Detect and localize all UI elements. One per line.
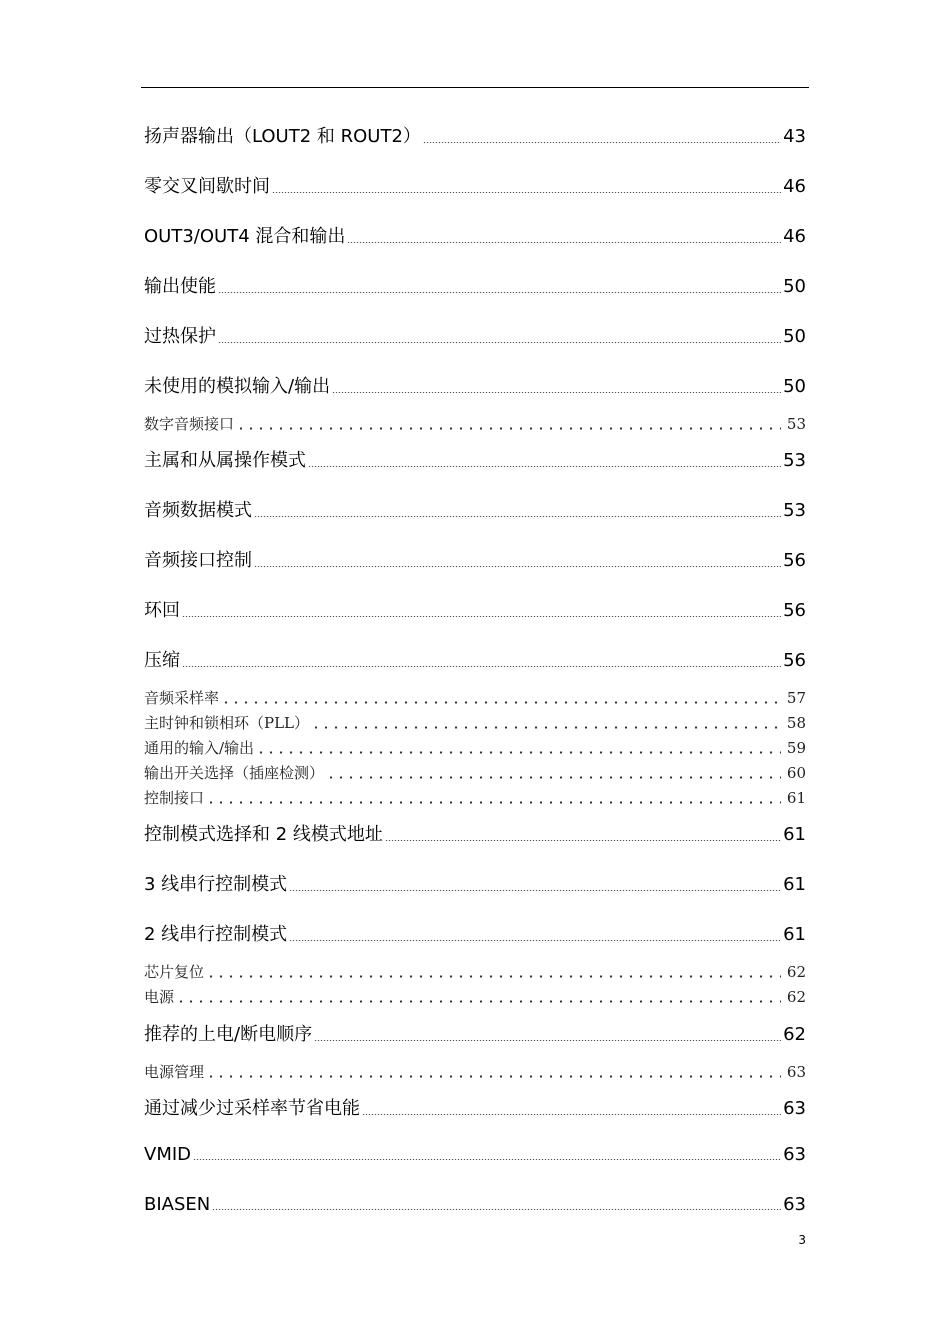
dot-leader — [176, 1000, 781, 1003]
dot-leader — [311, 726, 781, 729]
toc-entry[interactable] — [144, 372, 806, 398]
toc-entry[interactable] — [144, 222, 806, 248]
toc-entry[interactable] — [144, 1094, 806, 1120]
toc-entry[interactable] — [144, 496, 806, 522]
toc-entry-page: 53 — [783, 500, 806, 521]
toc-entry-page: 58 — [786, 714, 806, 732]
toc-entry-page: 61 — [783, 924, 806, 945]
dot-leader — [289, 890, 781, 892]
dot-leader — [347, 242, 781, 244]
toc-entry-label: 控制接口 — [144, 789, 205, 807]
toc-entry-page: 61 — [783, 824, 806, 845]
toc-entry-label: 主时钟和锁相环（PLL） — [144, 714, 310, 732]
toc-entry-label: 压缩 — [144, 650, 180, 671]
toc-entry[interactable] — [144, 172, 806, 198]
toc-entry-page: 56 — [783, 600, 806, 621]
toc-entry-label: 推荐的上电/断电顺序 — [144, 1024, 313, 1045]
toc-entry-page: 56 — [783, 650, 806, 671]
dot-leader — [272, 192, 781, 194]
dot-leader — [385, 840, 781, 842]
toc-entry[interactable] — [144, 322, 806, 348]
dot-leader — [218, 342, 781, 344]
dot-leader — [218, 292, 781, 294]
dot-leader — [256, 751, 781, 754]
toc-entry[interactable] — [144, 712, 806, 733]
toc-entry-label: 芯片复位 — [144, 963, 205, 981]
toc-entry-page: 63 — [783, 1098, 806, 1119]
toc-entry-label: 3 线串行控制模式 — [144, 874, 288, 895]
toc-entry-label: 主属和从属操作模式 — [144, 450, 306, 471]
dot-leader — [221, 701, 781, 704]
toc-entry-page: 46 — [783, 176, 806, 197]
toc-entry-page: 61 — [786, 789, 806, 807]
toc-entry-label: OUT3/OUT4 混合和输出 — [144, 226, 346, 247]
toc-entry-page: 50 — [783, 376, 806, 397]
toc-entry-label: 电源管理 — [144, 1063, 205, 1081]
toc-entry[interactable] — [144, 986, 806, 1007]
toc-entry-page: 63 — [786, 1063, 806, 1081]
dot-leader — [362, 1114, 781, 1116]
toc-entry[interactable] — [144, 820, 806, 846]
toc-entry-label: 电源 — [144, 988, 175, 1006]
toc-entry-page: 62 — [783, 1024, 806, 1045]
toc-entry-label: VMID — [144, 1144, 192, 1165]
dot-leader — [332, 392, 781, 394]
toc-entry[interactable] — [144, 1061, 806, 1082]
toc-entry-label: 扬声器输出（LOUT2 和 ROUT2） — [144, 126, 421, 147]
dot-leader — [206, 1075, 781, 1078]
dot-leader — [314, 1040, 781, 1042]
dot-leader — [326, 776, 781, 779]
toc-entry[interactable] — [144, 737, 806, 758]
toc-entry-page: 56 — [783, 550, 806, 571]
toc-entry-page: 63 — [783, 1144, 806, 1165]
toc-entry-label: 环回 — [144, 600, 180, 621]
toc-entry-page: 63 — [783, 1194, 806, 1215]
toc-entry[interactable] — [144, 1144, 806, 1165]
toc-entry-page: 62 — [786, 988, 806, 1006]
dot-leader — [182, 616, 781, 618]
dot-leader — [308, 466, 781, 468]
toc-entry-label: 未使用的模拟输入/输出 — [144, 376, 331, 397]
toc-entry[interactable] — [144, 1194, 806, 1215]
dot-leader — [289, 940, 781, 942]
toc-entry-label: 输出使能 — [144, 276, 216, 297]
toc-entry-page: 60 — [786, 764, 806, 782]
toc-entry[interactable] — [144, 646, 806, 672]
toc-entry[interactable] — [144, 762, 806, 783]
page-number: 3 — [798, 1233, 806, 1247]
dot-leader — [423, 142, 781, 144]
toc-entry-page: 50 — [783, 326, 806, 347]
toc-entry[interactable] — [144, 272, 806, 298]
toc-entry-page: 46 — [783, 226, 806, 247]
toc-entry[interactable] — [144, 413, 806, 434]
toc-entry-label: 音频接口控制 — [144, 550, 252, 571]
toc-entry-label: 通用的输入/输出 — [144, 739, 255, 757]
toc-entry-page: 61 — [783, 874, 806, 895]
toc-entry-label: 零交叉间歇时间 — [144, 176, 270, 197]
toc-entry-label: 音频数据模式 — [144, 500, 252, 521]
toc-entry[interactable] — [144, 787, 806, 808]
toc-entry[interactable] — [144, 1020, 806, 1046]
toc-entry[interactable] — [144, 546, 806, 572]
dot-leader — [206, 801, 781, 804]
dot-leader — [212, 1209, 781, 1211]
dot-leader — [236, 427, 781, 430]
toc-entry-page: 62 — [786, 963, 806, 981]
toc-entry[interactable] — [144, 687, 806, 708]
toc-entry[interactable] — [144, 596, 806, 622]
toc-entry-page: 57 — [786, 689, 806, 707]
toc-entry-label: 音频采样率 — [144, 689, 220, 707]
dot-leader — [182, 666, 781, 668]
toc-entry[interactable] — [144, 122, 806, 148]
toc-entry-label: 过热保护 — [144, 326, 216, 347]
toc-entry-page: 43 — [783, 126, 806, 147]
toc-entry-label: 输出开关选择（插座检测） — [144, 764, 325, 782]
toc-entry-label: 2 线串行控制模式 — [144, 924, 288, 945]
toc-entry[interactable] — [144, 870, 806, 896]
toc-entry-label: BIASEN — [144, 1194, 211, 1215]
toc-entry[interactable] — [144, 446, 806, 472]
dot-leader — [193, 1159, 781, 1161]
dot-leader — [254, 516, 781, 518]
dot-leader — [254, 566, 781, 568]
toc-entry[interactable] — [144, 920, 806, 946]
toc-entry[interactable] — [144, 961, 806, 982]
toc-entry-label: 通过减少过采样率节省电能 — [144, 1098, 360, 1119]
toc-entry-page: 50 — [783, 276, 806, 297]
toc-entry-page: 53 — [783, 450, 806, 471]
dot-leader — [206, 975, 781, 978]
toc-entry-page: 59 — [786, 739, 806, 757]
toc-entry-page: 53 — [786, 415, 806, 433]
toc-entry-label: 控制模式选择和 2 线模式地址 — [144, 824, 383, 845]
toc-entry-label: 数字音频接口 — [144, 415, 235, 433]
